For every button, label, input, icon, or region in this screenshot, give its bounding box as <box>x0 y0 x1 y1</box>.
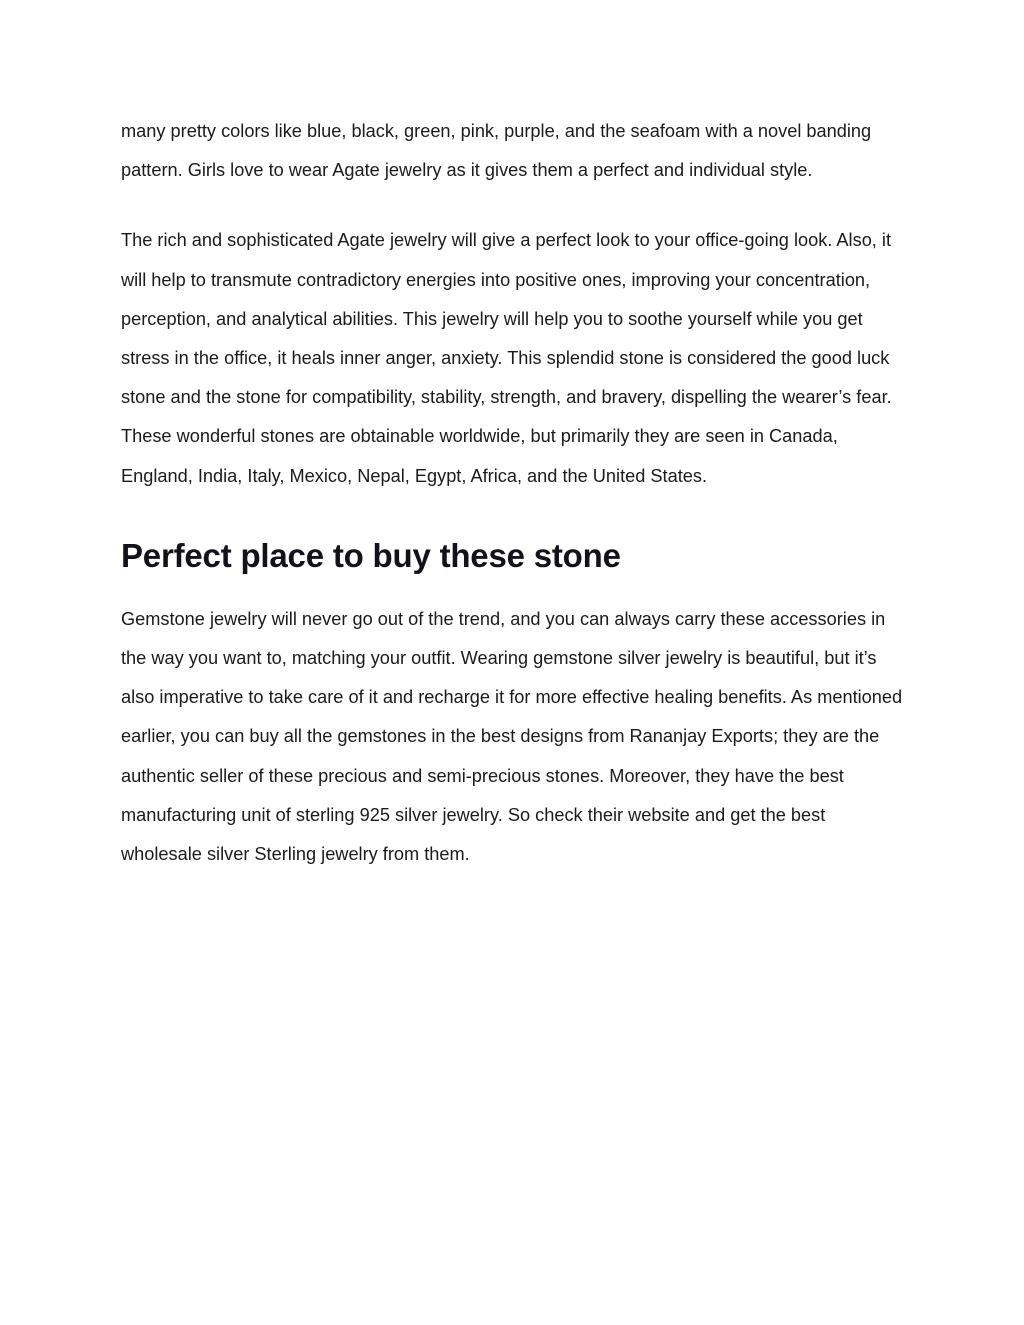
paragraph-agate-colors: many pretty colors like blue, black, green, pink, purple, and the seafoam with a novel banding pattern. Girls love to wear Agate jewelry as it gives them a perfect and individual style. <box>121 121 872 181</box>
paragraph-agate-benefits: The rich and sophisticated Agate jewelry will give a perfect look to your office-going look. Also, it will help to transmute contradictory energies into positive ones, improving your concentration, perception, and analytical abilities. This jewelry will help you to soothe yourself while you get stress in the office, it heals inner anger, anxiety. This splendid stone is considered the good luck stone and the stone for compatibility, stability, strength, and bravery, dispelling the wearer’s fear. These wonderful stones are obtainable worldwide, but primarily they are seen in Canada, England, India, Italy, Mexico, Nepal, Egypt, Africa, and the United States. <box>121 230 892 486</box>
document-content <box>121 112 911 874</box>
section-heading: Perfect place to buy these stone <box>121 536 621 574</box>
paragraph-where-to-buy: Gemstone jewelry will never go out of the trend, and you can always carry these accessories in the way you want to, matching your outfit. Wearing gemstone silver jewelry is beautiful, but it’s also imperative to take care of it and recharge it for more effective healing benefits. As mentioned earlier, you can buy all the gemstones in the best designs from Rananjay Exports; they are the authentic seller of these precious and semi-precious stones. Moreover, they have the best manufacturing unit of sterling 925 silver jewelry. So check their website and get the best wholesale silver Sterling jewelry from them. <box>121 608 903 865</box>
